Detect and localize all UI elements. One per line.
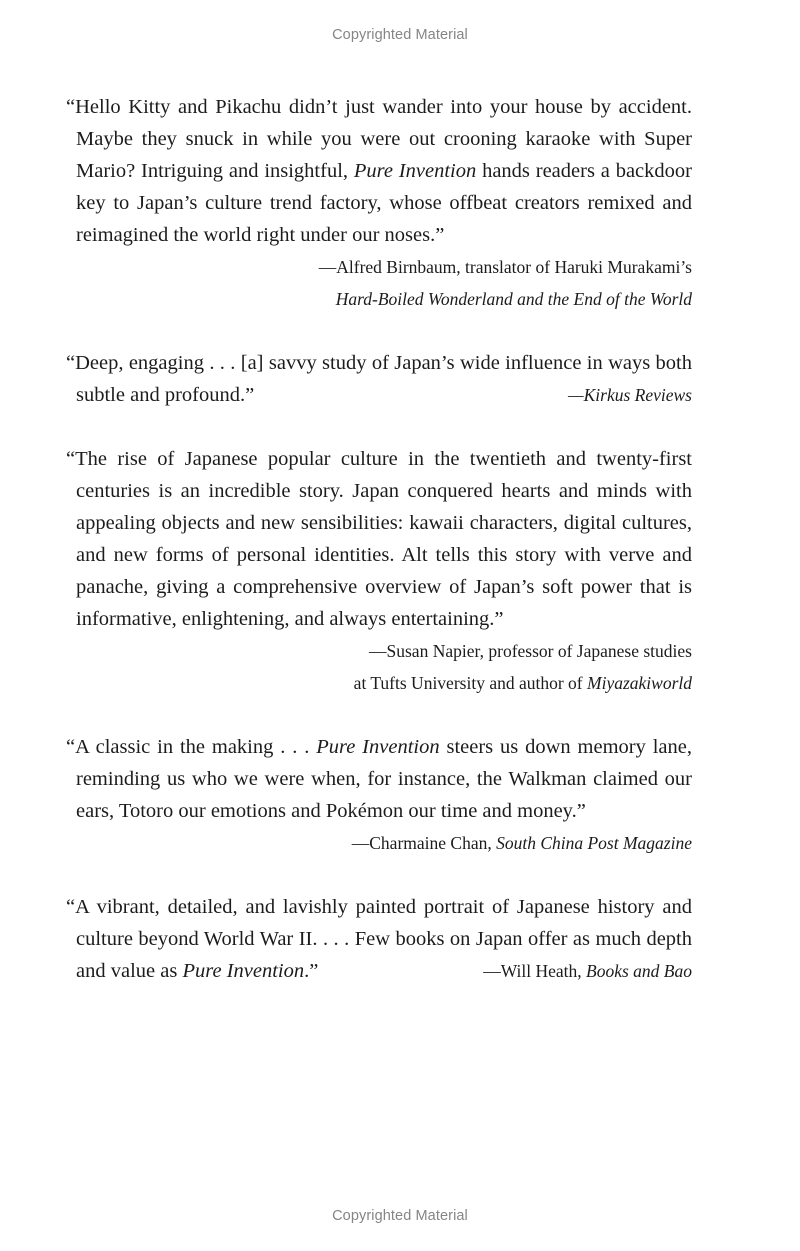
quote-text: “The rise of Japanese popular culture in the twentieth and twenty-first centuries is an incredible story. Japan conquered hearts and minds with appealing objects and new sensibilities: kawaii characters, digital cultures, and new forms of personal identities. Alt tells this story with verve and panache, giving a comprehensive overview of Japan’s soft power that is informative, enlightening, and always entertaining.” <box>66 448 692 630</box>
blurb-napier <box>66 443 692 699</box>
attribution-book-title: Miyazakiworld <box>587 673 692 693</box>
attribution-kirkus: —Kirkus Reviews <box>568 385 692 405</box>
attribution-birnbaum <box>319 251 692 315</box>
blurbs-section <box>66 91 692 1019</box>
book-title: Pure Invention <box>316 736 440 758</box>
attribution-chan <box>352 827 692 859</box>
quote-text: steers us down memory lane, reminding us who we were when, for instance, the Walkman claimed our ears, Totoro our emotions and Pokémon our time and money.” <box>76 736 692 822</box>
attribution-napier <box>354 635 692 699</box>
attribution-heath <box>483 955 692 987</box>
attribution-text: —Charmaine Chan, <box>351 833 497 853</box>
blurb-birnbaum <box>66 91 692 315</box>
book-title: Pure Invention <box>353 160 477 182</box>
attribution-publication: South China Post Magazine <box>496 833 692 853</box>
quote-text: “A vibrant, detailed, and lavishly painted portrait of Japanese history and culture beyond World War II. . . . Few books on Japan offer as much depth and value as <box>66 896 692 982</box>
attribution-line <box>354 667 692 699</box>
attribution-text: —Will Heath, <box>483 961 587 981</box>
blurb-chan <box>66 731 692 859</box>
quote-text: “Hello Kitty and Pikachu didn’t just wander into your house by accident. Maybe they snuck in while you were out crooning karaoke with Super Mario? Intriguing and insightful, <box>66 96 692 182</box>
attribution-book-title: Hard-Boiled Wonderland and the End of the World <box>335 289 692 309</box>
copyright-watermark-top: Copyrighted Material <box>332 27 468 43</box>
copyright-watermark-bottom: Copyrighted Material <box>332 1208 468 1224</box>
attribution-line: —Alfred Birnbaum, translator of Haruki Murakami’s <box>318 257 692 277</box>
attribution-line: —Susan Napier, professor of Japanese studies <box>369 641 692 661</box>
quote-text: “A classic in the making . . . <box>66 736 317 758</box>
book-title: Pure Invention <box>182 960 305 982</box>
attribution-publication: Books and Bao <box>586 961 692 981</box>
quote-text: hands readers a backdoor key to Japan’s culture trend factory, whose offbeat creators remixed and reimagined the world right under our noses.” <box>76 160 692 246</box>
blurb-kirkus <box>66 347 692 411</box>
blurb-heath <box>66 891 692 987</box>
quote-text: .” <box>304 960 319 982</box>
attribution-text: at Tufts University and author of <box>353 673 587 693</box>
quote-text: “Deep, engaging . . . [a] savvy study of Japan’s wide influence in ways both subtle and profound.” <box>66 352 692 406</box>
